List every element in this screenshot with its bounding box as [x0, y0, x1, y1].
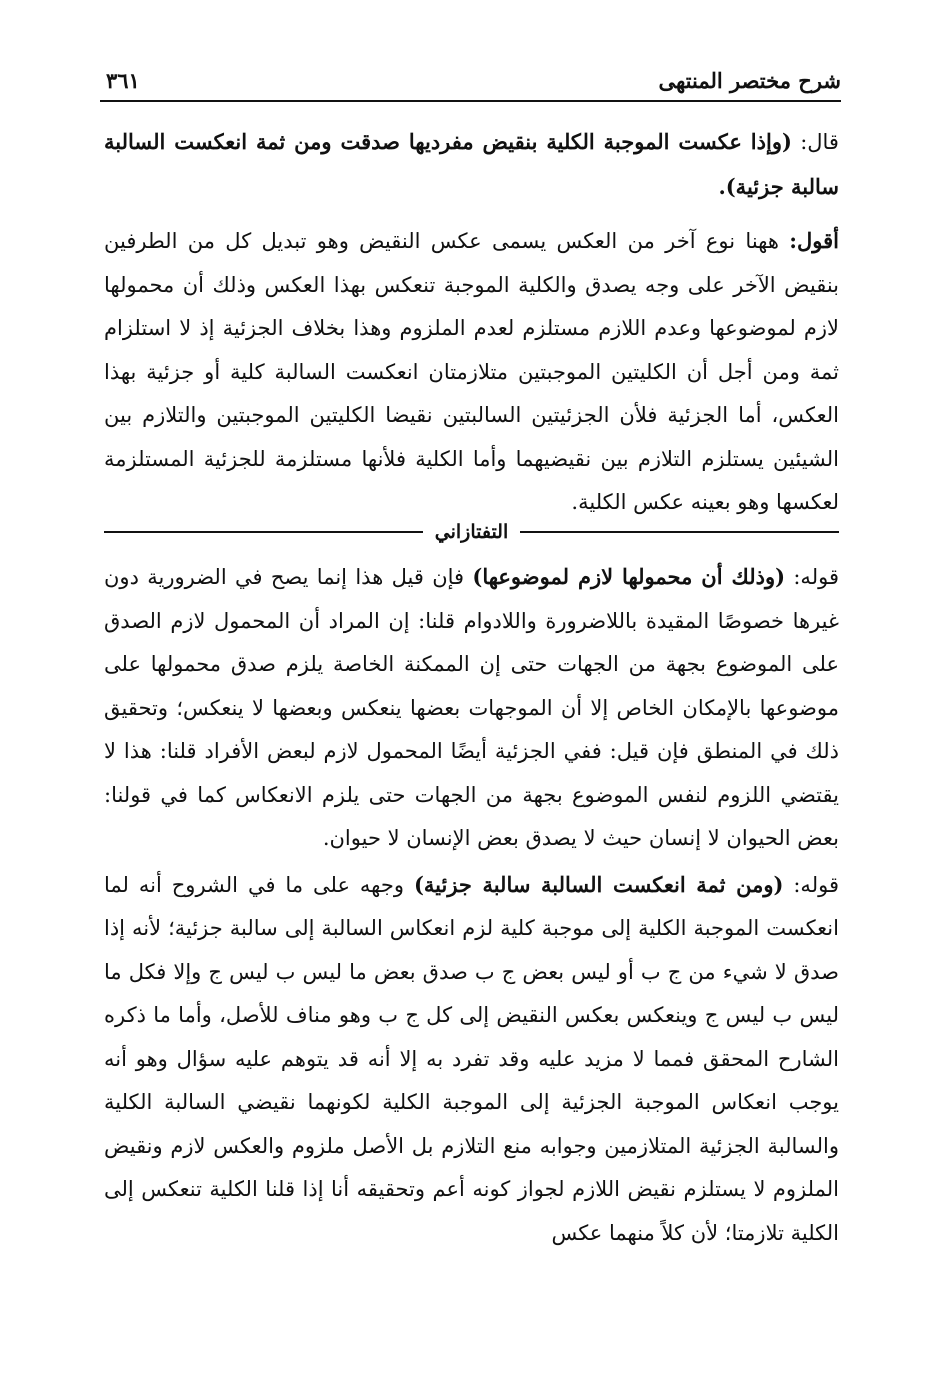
hashiya-text: فإن قيل هذا إنما يصح في الضرورية دون غيرها خصوصًا المقيدة باللاضرورة واللادوام قلنا: إن المراد أن المحمول لازم الصدق على الموضوع بجهة من الجهات حتى إن الممكنة الخاصة يلزم صدق محمولها على موضوعها بالإمكان الخاص إلا أن الموجهات بعضها ينعكس وبعضها لا ينعكس؛ وتحقيق ذلك في المنطق فإن قيل: ففي الجزئية أيضًا المحمول لازم لبعض الأفراد قلنا: هذا لا يقتضي اللزوم لنفس الموضوع بجهة من الجهات حتى يلزم الانعكاس كما في قولنا: بعض الحيوان لا إنسان حيث لا يصدق بعض الإنسان لا حيوان.: [104, 565, 839, 850]
running-header: [100, 62, 841, 102]
hashiya-lead: قوله:: [793, 565, 839, 589]
matn-quote: (وإذا عكست الموجبة الكلية بنقيض مفرديها صدقت ومن ثمة انعكست السالبة سالبة جزئية).: [104, 129, 839, 199]
matn-paragraph: [104, 120, 839, 209]
divider-rule-right: [520, 531, 839, 533]
sharh-speaker: أقول:: [789, 228, 839, 253]
hashiya-quote: (وذلك أن محمولها لازم لموضوعها): [472, 564, 786, 589]
main-text-block: [104, 120, 839, 525]
hashiya-paragraph: [104, 555, 839, 861]
sharh-paragraph: [104, 219, 839, 525]
hashiya-quote: (ومن ثمة انعكست السالبة سالبة جزئية): [413, 871, 784, 897]
hashiya-block: [104, 555, 839, 1255]
running-title: شرح مختصر المنتهى: [658, 68, 841, 93]
divider-label: التفتازاني: [434, 521, 509, 543]
matn-speaker: قال:: [800, 130, 839, 154]
divider-rule-left: [104, 531, 423, 533]
hashiya-text: وجهه على ما في الشروح أنه لما انعكست الموجبة الكلية إلى موجبة كلية لزم انعكاس السالبة إلى سالبة جزئية؛ لأنه إذا صدق لا شيء من ج ب أو ليس بعض ج ب صدق بعض ما ليس ب ليس ج وإلا فكل ما ليس ب ليس ج وينعكس بعكس النقيض إلى كل ج ب وهو مناف للأصل، وأما ما ذكره الشارح المحقق فمما لا مزيد عليه وقد تفرد به إلا أنه قد يتوهم عليه سؤال وهو أنه يوجب انعكاس الموجبة الجزئية إلى الموجبة الكلية لكونهما نقيضي السالبة الكلية والسالبة الجزئية المتلازمين وجوابه منع التلازم بل الأصل ملزوم والعكس لازم ونقيض الملزوم لا يستلزم نقيض اللازم لجواز كونه أعم وتحقيقه أنا إذا قلنا الكلية تنعكس إلى الكلية تلازمتا؛ لأن كلاً منهما عكس: [104, 872, 839, 1245]
page-number: ٣٦١: [106, 68, 140, 93]
hashiya-paragraph: [104, 863, 839, 1256]
hashiya-lead: قوله:: [793, 872, 839, 897]
sharh-text: ههنا نوع آخر من العكس يسمى عكس النقيض وهو تبديل كل من الطرفين بنقيض الآخر على وجه يصدق والكلية الموجبة تنعكس بهذا العكس وذلك أن محمولها لازم لموضوعها وعدم اللازم مستلزم لعدم الملزوم وهذا بخلاف الجزئية إذ لا استلزام ثمة ومن أجل أن الكليتين الموجبتين متلازمتان انعكست السالبة كلية أو جزئية بهذا العكس، أما الجزئية فلأن الجزئيتين السالبتين نقيضا الكليتين الموجبتين والتلازم بين الشيئين يستلزم التلازم بين نقيضيهما وأما الكلية فلأنها مستلزمة للجزئية المستلزمة لعكسها وهو بعينه عكس الكلية.: [104, 229, 839, 514]
commentary-divider: [104, 517, 839, 547]
